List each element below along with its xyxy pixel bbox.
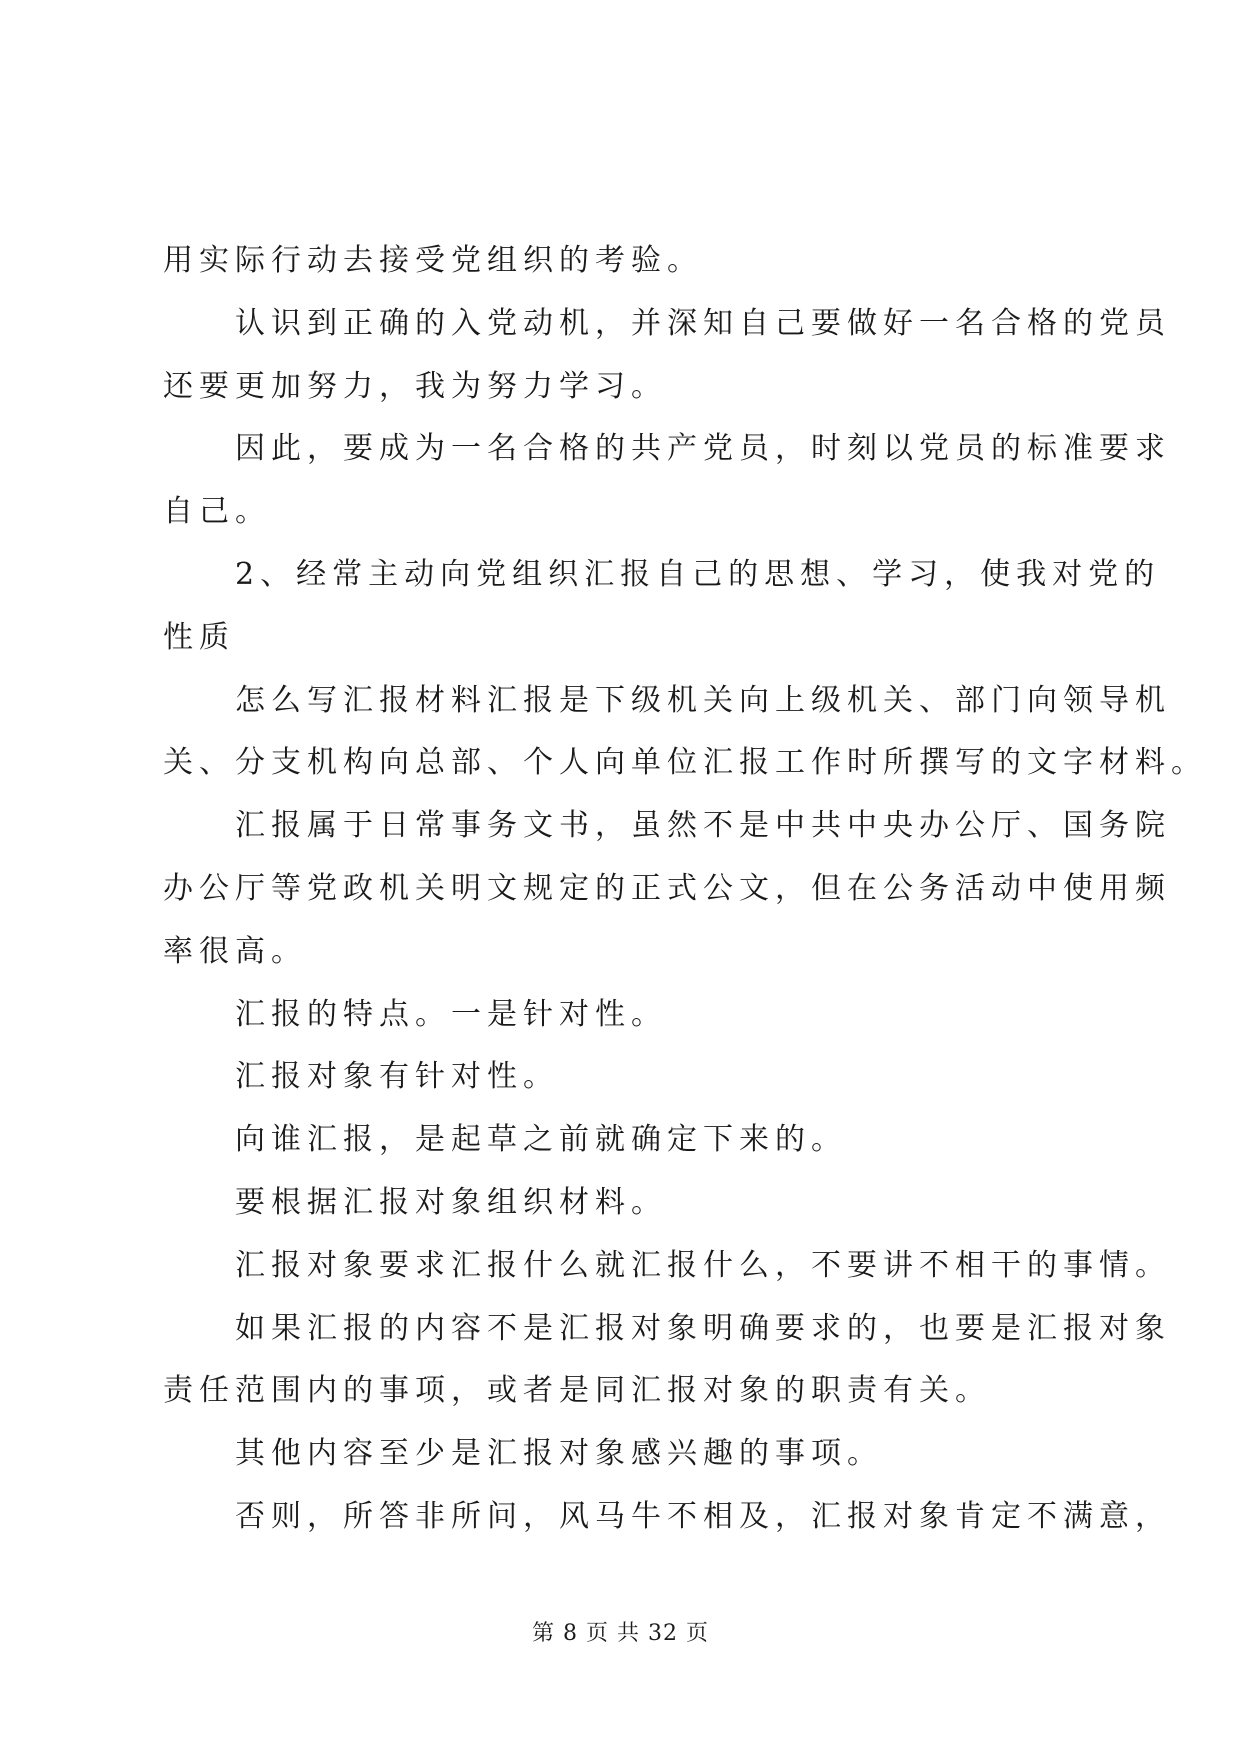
text-line: 其他内容至少是汇报对象感兴趣的事项。 xyxy=(235,1436,883,1472)
text-line: 办公厅等党政机关明文规定的正式公文，但在公务活动中使用频 xyxy=(163,870,1171,906)
text-line: 汇报的特点。一是针对性。 xyxy=(235,996,667,1032)
text-line: 汇报对象有针对性。 xyxy=(235,1059,559,1095)
text-line: 认识到正确的入党动机，并深知自己要做好一名合格的党员 xyxy=(235,305,1171,341)
page-number-label: 第 8 页 共 32 页 xyxy=(532,1621,709,1646)
text-line: 2、经常主动向党组织汇报自己的思想、学习，使我对党的 xyxy=(235,556,1161,592)
text-line: 用实际行动去接受党组织的考验。 xyxy=(163,243,703,278)
page-footer xyxy=(0,1616,1241,1647)
text-line: 要根据汇报对象组织材料。 xyxy=(235,1184,667,1220)
text-line: 性质 xyxy=(163,619,235,655)
text-line: 汇报属于日常事务文书，虽然不是中共中央办公厅、国务院 xyxy=(235,808,1171,844)
text-line: 否则，所答非所问，风马牛不相及，汇报对象肯定不满意， xyxy=(235,1498,1171,1534)
text-line: 向谁汇报，是起草之前就确定下来的。 xyxy=(235,1122,847,1158)
text-line: 因此，要成为一名合格的共产党员，时刻以党员的标准要求 xyxy=(235,431,1171,467)
text-line: 还要更加努力，我为努力学习。 xyxy=(163,368,667,404)
text-line: 汇报对象要求汇报什么就汇报什么，不要讲不相干的事情。 xyxy=(235,1247,1171,1283)
text-line: 自己。 xyxy=(163,494,271,530)
text-line: 怎么写汇报材料汇报是下级机关向上级机关、部门向领导机 xyxy=(235,682,1171,718)
text-line: 责任范围内的事项，或者是同汇报对象的职责有关。 xyxy=(163,1373,991,1409)
text-line: 率很高。 xyxy=(163,933,307,969)
text-line: 关、分支机构向总部、个人向单位汇报工作时所撰写的文字材料。 xyxy=(163,745,1207,781)
text-line: 如果汇报的内容不是汇报对象明确要求的，也要是汇报对象 xyxy=(235,1310,1171,1346)
body-text xyxy=(163,230,1207,1549)
